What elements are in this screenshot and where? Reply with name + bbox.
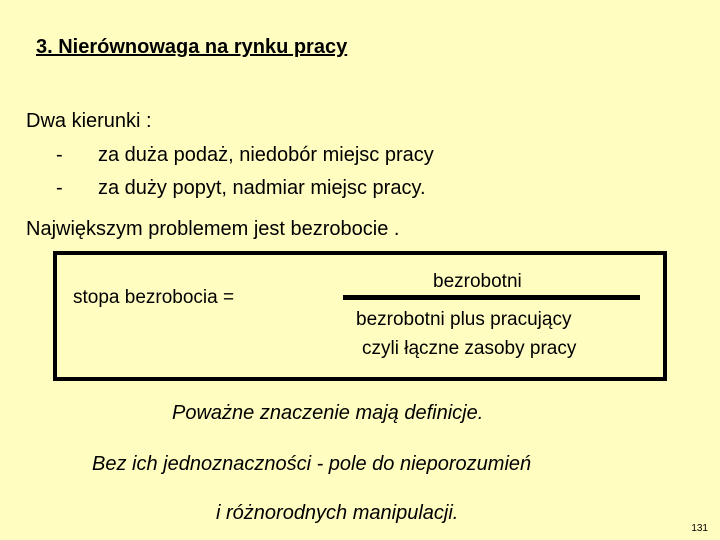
- note-definitions: Poważne znaczenie mają definicje.: [172, 402, 484, 424]
- bullet-dash-1: -: [56, 144, 63, 166]
- formula-numerator: bezrobotni: [433, 271, 522, 292]
- main-problem-text: Największym problemem jest bezrobocie .: [26, 218, 400, 240]
- note-ambiguity: Bez ich jednoznaczności - pole do nieporozumień: [92, 453, 532, 475]
- slide-title: 3. Nierównowaga na rynku pracy: [36, 36, 348, 58]
- note-manipulations: i różnorodnych manipulacji.: [216, 502, 459, 524]
- bullet-text-1: za duża podaż, niedobór miejsc pracy: [98, 144, 434, 166]
- formula-lhs: stopa bezrobocia =: [73, 287, 235, 308]
- bullet-dash-2: -: [56, 177, 63, 199]
- bullet-text-2: za duży popyt, nadmiar miejsc pracy.: [98, 177, 426, 199]
- page-number: 131: [691, 523, 708, 534]
- formula-denominator-line1: bezrobotni plus pracujący: [356, 309, 572, 330]
- fraction-line: [343, 295, 640, 300]
- intro-text: Dwa kierunki :: [26, 110, 152, 132]
- formula-denominator-line2: czyli łączne zasoby pracy: [362, 338, 577, 359]
